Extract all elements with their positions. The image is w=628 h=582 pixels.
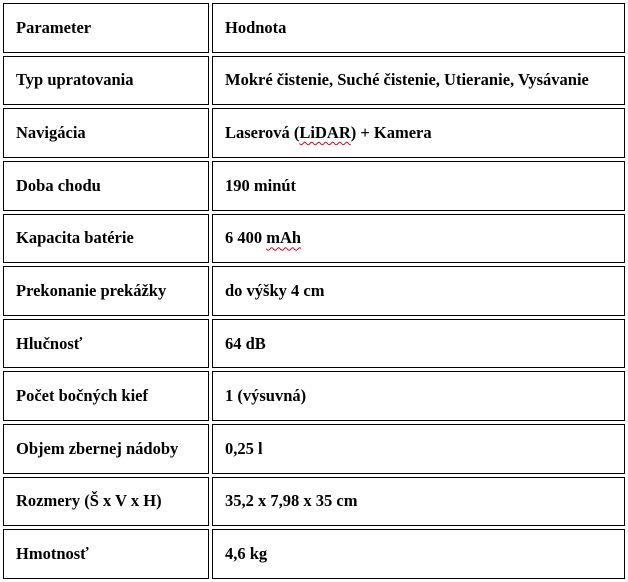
- param-cell: Objem zbernej nádoby: [3, 424, 209, 474]
- table-row: [3, 214, 625, 264]
- table-row: [3, 371, 625, 421]
- value-cell: 0,25 l: [212, 424, 625, 474]
- param-cell: Prekonanie prekážky: [3, 266, 209, 316]
- value-text: Laserová (: [225, 123, 300, 143]
- value-cell: [212, 108, 625, 158]
- param-cell: Hmotnosť: [3, 529, 209, 579]
- spellcheck-marked-word: mAh: [266, 228, 302, 248]
- header-value: Hodnota: [212, 3, 625, 53]
- value-cell: 4,6 kg: [212, 529, 625, 579]
- value-text: 6 400: [225, 228, 267, 248]
- table-row: [3, 266, 625, 316]
- value-text: ) + Kamera: [350, 123, 432, 143]
- table-row: [3, 319, 625, 369]
- param-cell: Kapacita batérie: [3, 214, 209, 264]
- table-row: [3, 108, 625, 158]
- value-cell: 190 minút: [212, 161, 625, 211]
- value-cell: 1 (výsuvná): [212, 371, 625, 421]
- param-cell: Typ upratovania: [3, 56, 209, 106]
- value-cell: 64 dB: [212, 319, 625, 369]
- value-cell: [212, 214, 625, 264]
- header-parameter: Parameter: [3, 3, 209, 53]
- table-row: [3, 477, 625, 527]
- value-cell: 35,2 x 7,98 x 35 cm: [212, 477, 625, 527]
- value-cell: do výšky 4 cm: [212, 266, 625, 316]
- param-cell: Hlučnosť: [3, 319, 209, 369]
- param-cell: Doba chodu: [3, 161, 209, 211]
- table-row: [3, 161, 625, 211]
- table-row: [3, 56, 625, 106]
- table-header-row: [3, 3, 625, 53]
- spellcheck-marked-word: LiDAR: [299, 123, 351, 143]
- table-row: [3, 424, 625, 474]
- param-cell: Navigácia: [3, 108, 209, 158]
- table-row: [3, 529, 625, 579]
- value-cell: Mokré čistenie, Suché čistenie, Utieranie, Vysávanie: [212, 56, 625, 106]
- param-cell: Rozmery (Š x V x H): [3, 477, 209, 527]
- param-cell: Počet bočných kief: [3, 371, 209, 421]
